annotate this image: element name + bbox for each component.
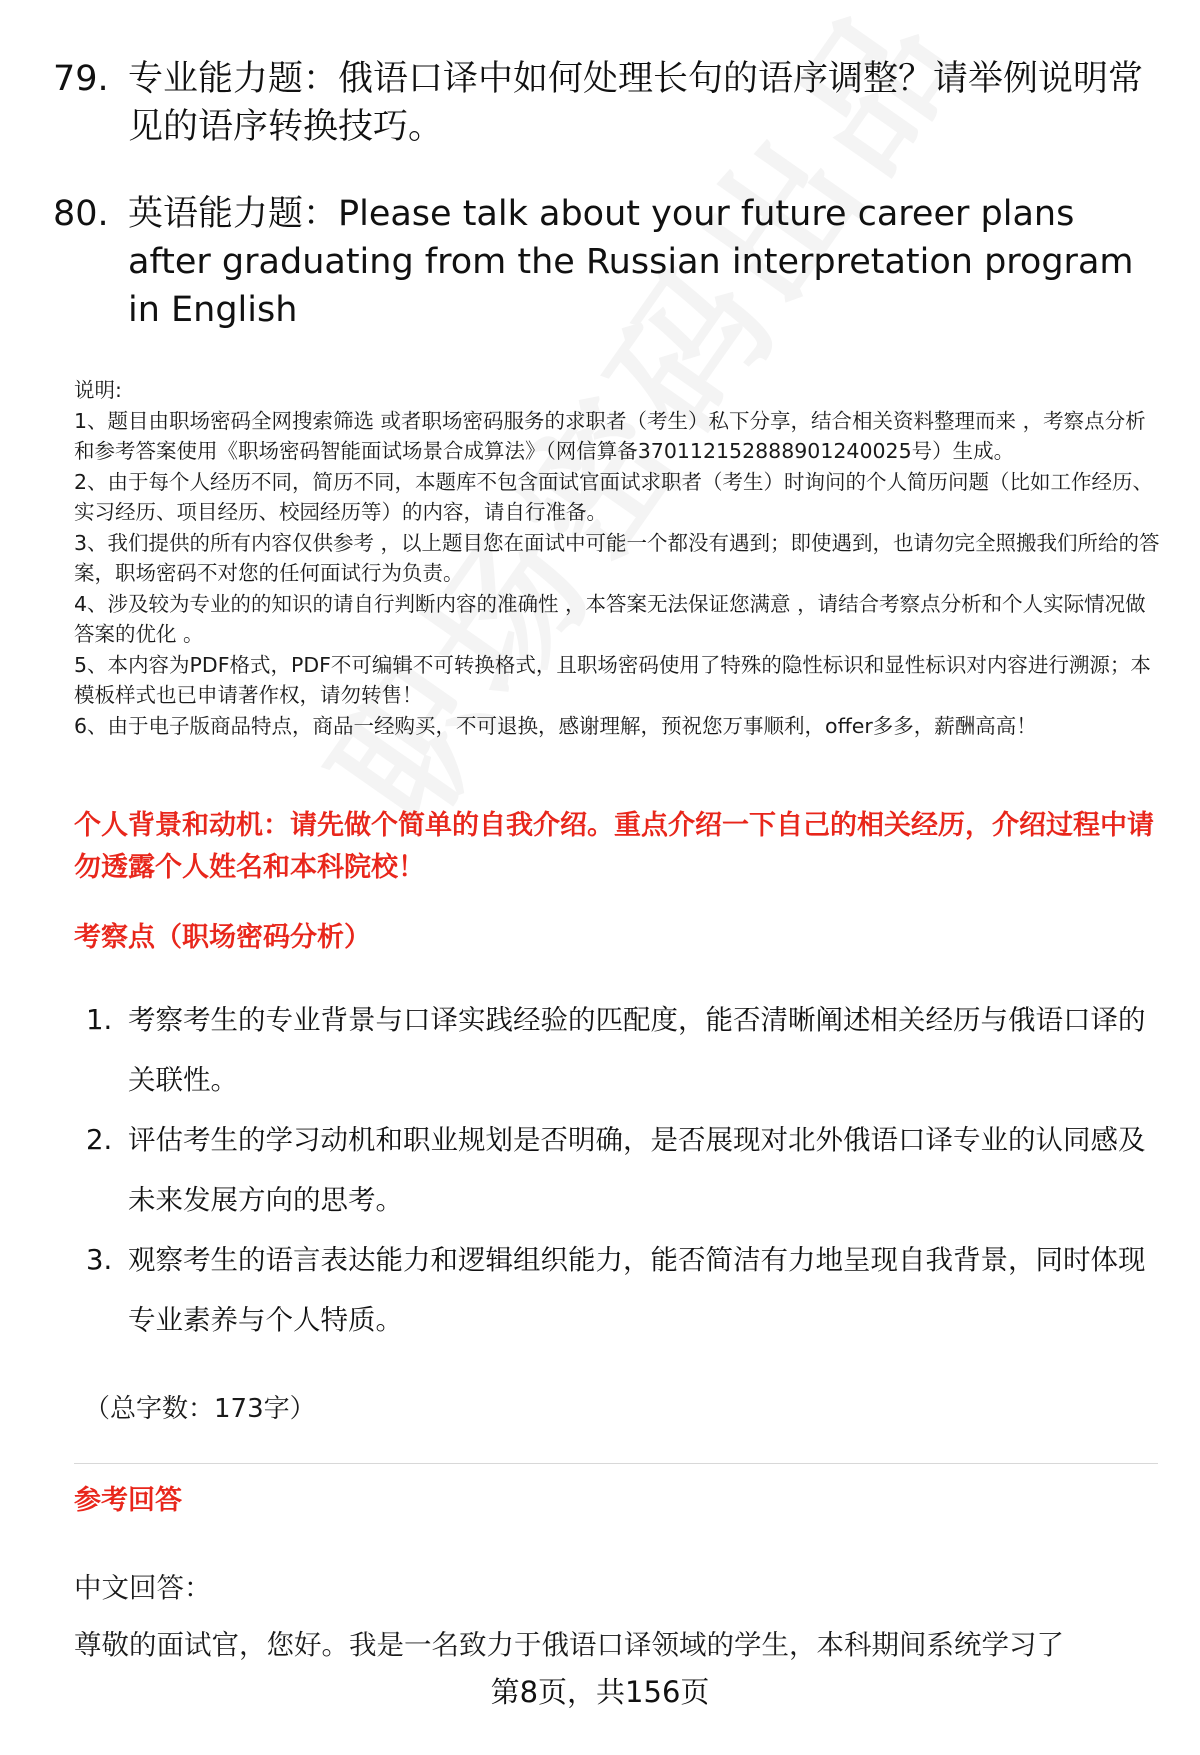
note-item: 6、由于电子版商品特点，商品一经购买，不可退换，感谢理解，预祝您万事顺利，offer多多，薪酬高高！ (74, 713, 1037, 738)
question-number: 80. (53, 194, 109, 234)
divider (74, 1463, 1158, 1464)
question-text: 专业能力题：俄语口译中如何处理长句的语序调整？请举例说明常见的语序转换技巧。 (128, 59, 1144, 147)
note-item: 5、本内容为PDF格式，PDF不可编辑不可转换格式，且职场密码使用了特殊的隐性标识和显性标识对内容进行溯源；本模板样式也已申请著作权，请勿转售！ (74, 652, 1151, 707)
list-item (86, 1110, 1160, 1230)
note-item: 4、涉及较为专业的的知识的请自行判断内容的准确性 ，本答案无法保证您满意 ，请结合考察点分析和个人实际情况做答案的优化 。 (74, 591, 1146, 646)
analysis-heading: 考察点（职场密码分析） (74, 922, 371, 953)
note-item: 1、题目由职场密码全网搜索筛选 或者职场密码服务的求职者（考生）私下分享，结合相关资料整理而来 ，考察点分析和参考答案使用《职场密码智能面试场景合成算法》（网信算备37011215288890124002​5号）生成。 (74, 408, 1146, 463)
note-item: 3、我们提供的所有内容仅供参考 ，以上题目您在面试中可能一个都没有遇到；即使遇到，也请勿完全照搬我们所给的答案，职场密码不对您的任何面试行为负责。 (74, 530, 1160, 585)
list-item (86, 990, 1160, 1110)
notes-block (74, 375, 1160, 741)
point-text: 考察考生的专业背景与口译实践经验的匹配度，能否清晰阐述相关经历与俄语口译的关联性。 (128, 1004, 1146, 1096)
point-number: 3. (86, 1244, 113, 1276)
answer-heading: 参考回答 (74, 1485, 182, 1516)
answer-text: 尊敬的面试官，您好。我是一名致力于俄语口译领域的学生，本科期间系统学习了 (74, 1629, 1064, 1661)
analysis-points (86, 990, 1160, 1350)
question-79 (53, 55, 1163, 151)
question-80 (53, 190, 1163, 334)
answer-subheading: 中文回答： (74, 1572, 212, 1604)
note-item: 2、由于每个人经历不同，简历不同，本题库不包含面试官面试求职者（考生）时询问的个人简历问题（比如工作经历、实习经历、项目经历、校园经历等）的内容，请自行准备。 (74, 469, 1154, 524)
point-text: 观察考生的语言表达能力和逻辑组织能力，能否简洁有力地呈现自我背景，同时体现专业素养与个人特质。 (128, 1244, 1146, 1336)
point-number: 1. (86, 1004, 113, 1036)
notes-title: 说明: (74, 378, 122, 402)
section-question: 个人背景和动机：请先做个简单的自我介绍。重点介绍一下自己的相关经历，介绍过程中请勿透露个人姓名和本科院校！ (74, 810, 1154, 883)
point-text: 评估考生的学习动机和职业规划是否明确，是否展现对北外俄语口译专业的认同感及未来发展方向的思考。 (128, 1124, 1146, 1216)
word-count: （总字数：173字） (84, 1394, 316, 1424)
point-number: 2. (86, 1124, 113, 1156)
question-number: 79. (53, 59, 109, 99)
page-footer: 第8页，共156页 (490, 1675, 710, 1709)
question-text: 英语能力题：Please talk about your future career plans after graduating from the Russian interpretation program in English (128, 194, 1134, 330)
list-item (86, 1230, 1160, 1350)
